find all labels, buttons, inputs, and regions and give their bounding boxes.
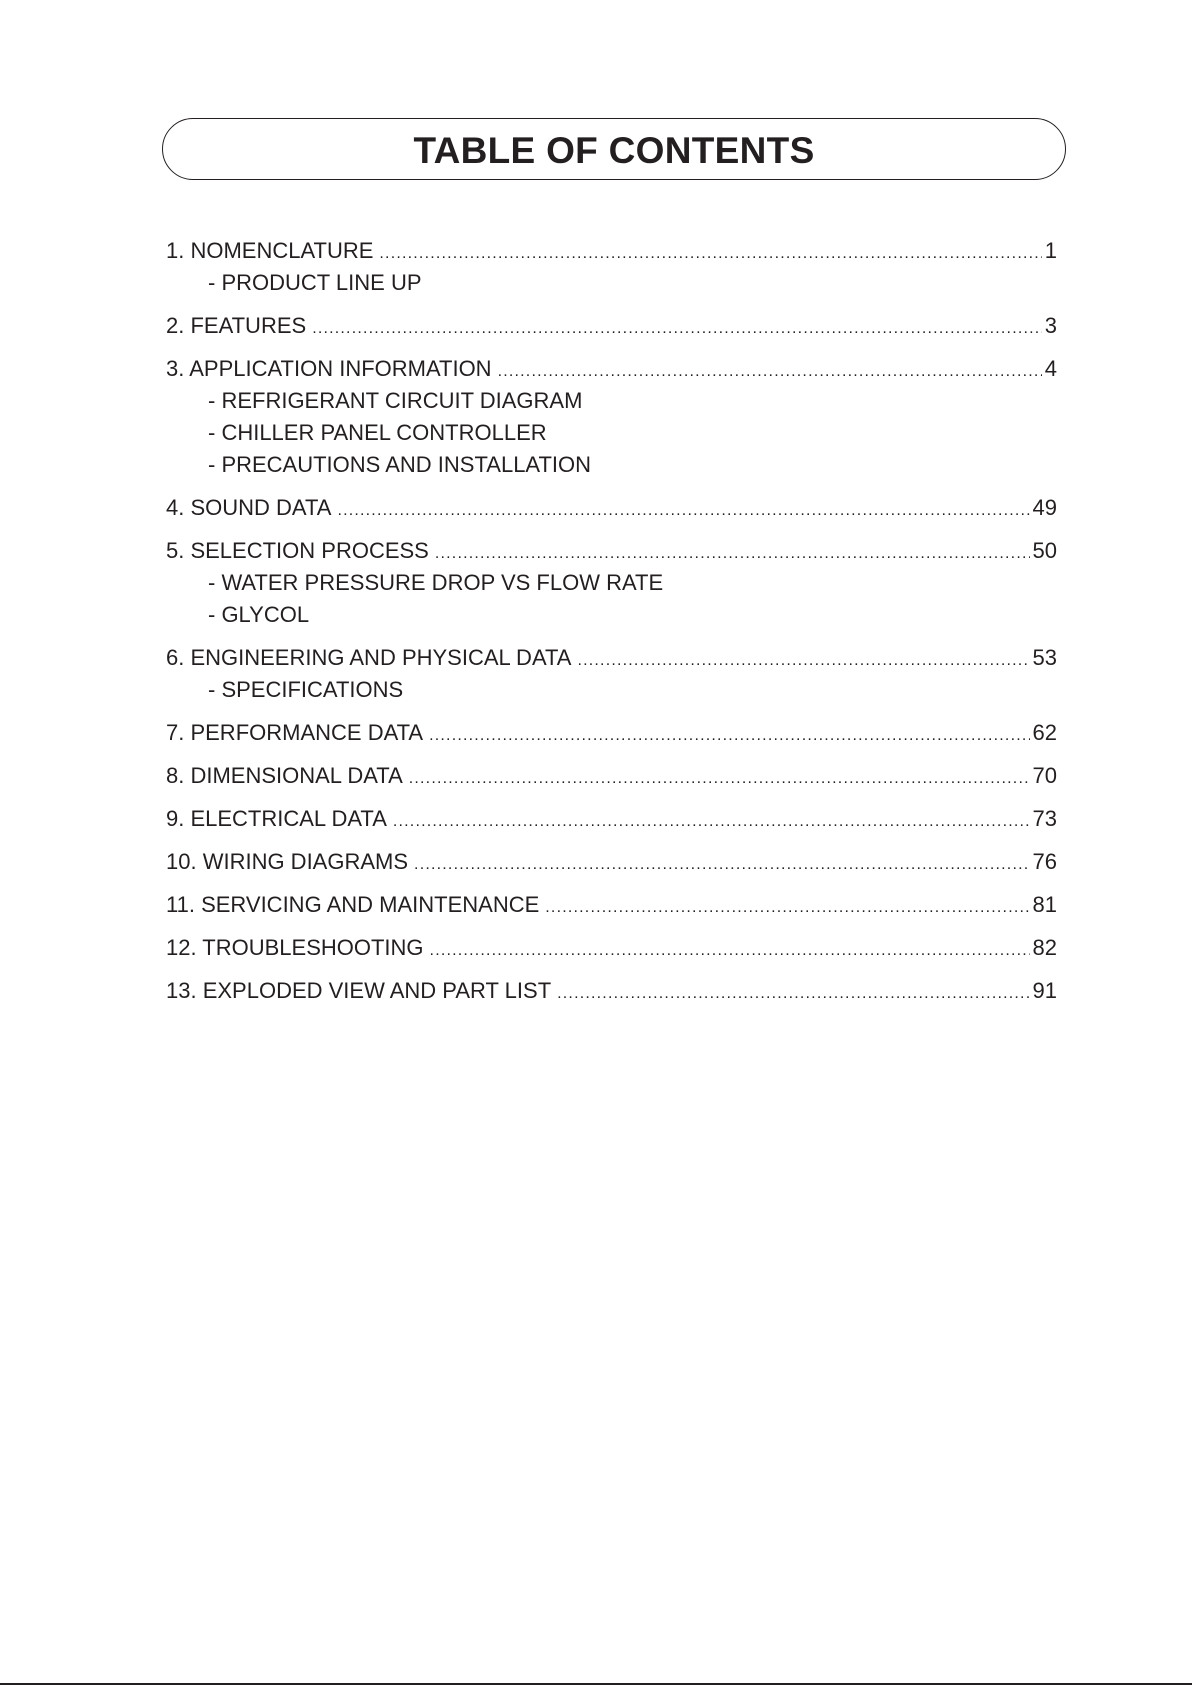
toc-entry-line	[166, 534, 1057, 567]
toc-entry-label: 7. PERFORMANCE DATA	[166, 720, 424, 745]
toc-subitem: - PRODUCT LINE UP	[208, 270, 422, 295]
toc-dot-leader	[312, 312, 1042, 345]
table-of-contents	[166, 234, 1057, 1017]
toc-entry-label: 4. SOUND DATA	[166, 495, 332, 520]
toc-dot-leader	[498, 355, 1042, 388]
toc-entry	[166, 845, 1057, 878]
toc-page-number: 50	[1032, 538, 1057, 563]
toc-dot-leader	[430, 934, 1030, 967]
toc-dot-leader	[409, 762, 1030, 795]
toc-entry	[166, 534, 1057, 631]
toc-entry-label: 9. ELECTRICAL DATA	[166, 806, 387, 831]
toc-page-number: 49	[1032, 495, 1057, 520]
toc-entry	[166, 759, 1057, 792]
toc-subitem: - CHILLER PANEL CONTROLLER	[208, 420, 547, 445]
toc-dot-leader	[337, 494, 1029, 527]
toc-entry	[166, 352, 1057, 481]
toc-page-number: 73	[1032, 806, 1057, 831]
toc-entry-label: 2. FEATURES	[166, 313, 307, 338]
toc-entry	[166, 716, 1057, 749]
toc-entry	[166, 234, 1057, 299]
toc-dot-leader	[429, 719, 1029, 752]
toc-entry-line	[166, 309, 1057, 342]
toc-page-number: 53	[1032, 645, 1057, 670]
toc-page-number: 62	[1032, 720, 1057, 745]
toc-entry	[166, 931, 1057, 964]
toc-subitem: - GLYCOL	[208, 602, 310, 627]
toc-entry	[166, 974, 1057, 1007]
toc-entry-line	[166, 974, 1057, 1007]
toc-entry-label: 6. ENGINEERING AND PHYSICAL DATA	[166, 645, 572, 670]
toc-entry-line	[166, 352, 1057, 385]
toc-page-number: 3	[1044, 313, 1057, 338]
toc-entry	[166, 309, 1057, 342]
page-title: TABLE OF CONTENTS	[413, 129, 815, 171]
toc-page-number: 4	[1044, 356, 1057, 381]
toc-entry-label: 5. SELECTION PROCESS	[166, 538, 429, 563]
toc-dot-leader	[545, 891, 1029, 924]
toc-entry-line	[166, 759, 1057, 792]
toc-entry-line	[166, 641, 1057, 674]
toc-page-number: 91	[1032, 978, 1057, 1003]
toc-subitem: - SPECIFICATIONS	[208, 677, 404, 702]
toc-dot-leader	[379, 237, 1041, 270]
toc-entry	[166, 802, 1057, 835]
toc-entry-line	[166, 888, 1057, 921]
toc-page-number: 1	[1044, 238, 1057, 263]
toc-subitem: - PRECAUTIONS AND INSTALLATION	[208, 452, 592, 477]
toc-entry-line	[166, 802, 1057, 835]
toc-entry-line	[166, 931, 1057, 964]
toc-dot-leader	[414, 848, 1029, 881]
toc-dot-leader	[557, 977, 1029, 1010]
toc-entry-label: 11. SERVICING AND MAINTENANCE	[166, 892, 540, 917]
toc-entry-label: 13. EXPLODED VIEW AND PART LIST	[166, 978, 552, 1003]
toc-subitem: - WATER PRESSURE DROP VS FLOW RATE	[208, 570, 664, 595]
toc-entry	[166, 491, 1057, 524]
toc-subitem: - REFRIGERANT CIRCUIT DIAGRAM	[208, 388, 583, 413]
toc-entry-label: 10. WIRING DIAGRAMS	[166, 849, 409, 874]
toc-page-number: 82	[1032, 935, 1057, 960]
toc-entry-line	[166, 845, 1057, 878]
toc-page-number: 70	[1032, 763, 1057, 788]
toc-dot-leader	[435, 537, 1030, 570]
toc-dot-leader	[393, 805, 1030, 838]
toc-entry	[166, 641, 1057, 706]
toc-entry-label: 12. TROUBLESHOOTING	[166, 935, 424, 960]
toc-entry-label: 1. NOMENCLATURE	[166, 238, 374, 263]
toc-page-number: 76	[1032, 849, 1057, 874]
toc-page-number: 81	[1032, 892, 1057, 917]
toc-entry-label: 8. DIMENSIONAL DATA	[166, 763, 403, 788]
toc-entry	[166, 888, 1057, 921]
toc-entry-line	[166, 491, 1057, 524]
toc-entry-line	[166, 234, 1057, 267]
toc-entry-line	[166, 716, 1057, 749]
title-box	[162, 118, 1066, 180]
toc-entry-label: 3. APPLICATION INFORMATION	[166, 356, 492, 381]
toc-dot-leader	[577, 644, 1029, 677]
